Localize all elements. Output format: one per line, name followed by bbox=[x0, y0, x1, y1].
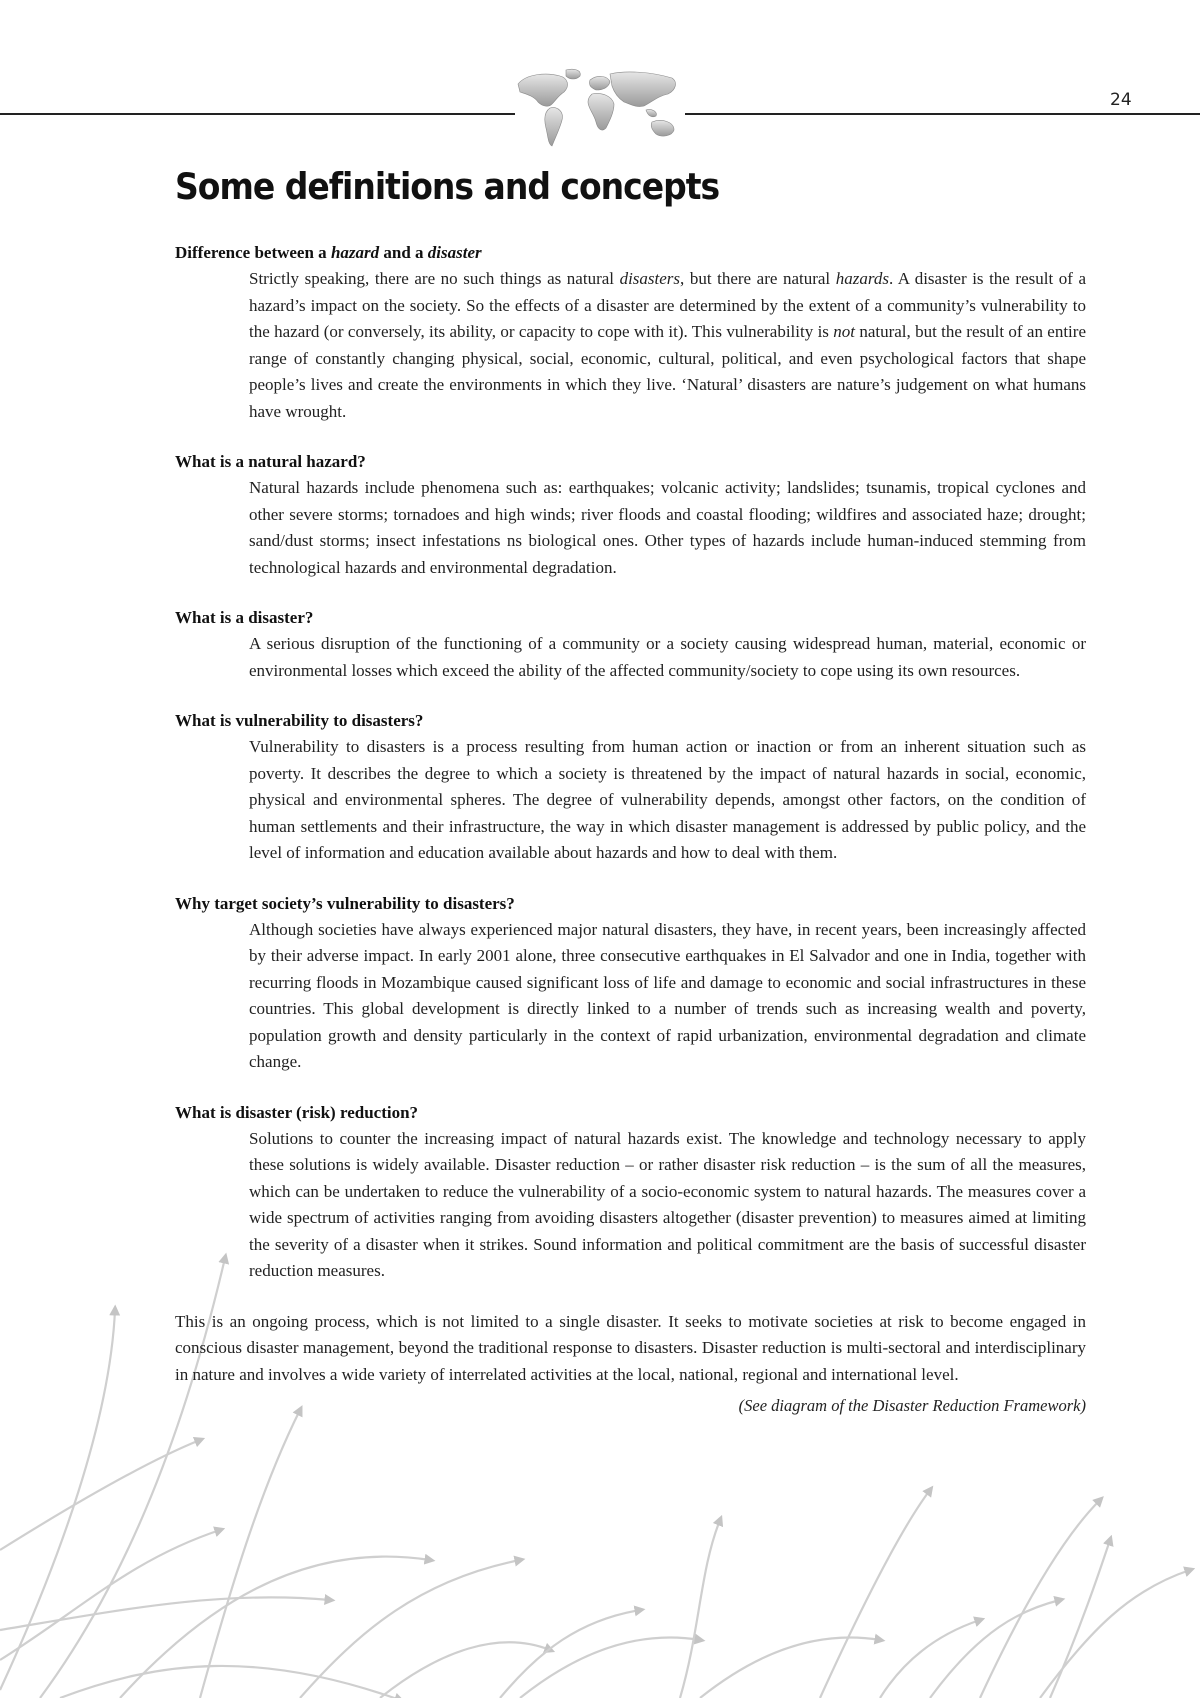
section-target-vulnerability bbox=[175, 891, 1086, 1076]
section-risk-reduction bbox=[175, 1100, 1086, 1285]
diagram-reference-note: (See diagram of the Disaster Reduction Framework) bbox=[738, 1396, 1086, 1415]
section-heading bbox=[175, 240, 1086, 266]
section-heading: What is a natural hazard? bbox=[175, 452, 366, 471]
section-body: Solutions to counter the increasing impact of natural hazards exist. The knowledge and technology necessary to apply these solutions is widely available. Disaster reduction – or rather disaster risk reduction – is the sum of all the measures, which can be undertaken to reduce the vulnerability of a socio-economic system to natural hazards. The measures cover a wide spectrum of activities ranging from avoiding disasters altogether (disaster prevention) to measures aimed at limiting the severity of a disaster when it strikes. Sound information and political commitment are the basis of successful disaster reduction measures. bbox=[249, 1128, 1086, 1280]
heading-emphasis: hazard bbox=[330, 243, 380, 262]
heading-text: Difference between a bbox=[175, 243, 331, 262]
page-number: 24 bbox=[1110, 90, 1132, 110]
body-text: Strictly speaking, there are no such things as natural bbox=[249, 269, 620, 288]
section-body: Natural hazards include phenomena such as: earthquakes; volcanic activity; landslides; tsunamis, tropical cyclones and other severe storms; tornadoes and high winds; river floods and coastal flooding; wildfires and associated haze; drought; sand/dust storms; insect infestations ns biological ones. Other types of hazards include human-induced stemming from technological hazards and environmental degradation. bbox=[249, 478, 1086, 577]
section-body: Vulnerability to disasters is a process resulting from human action or inaction or from an inherent situation such as poverty. It describes the degree to which a society is threatened by the impact of natural hazards in social, economic, physical and environmental spheres. The degree of vulnerability depends, amongst other factors, on the condition of human settlements and their infrastructure, the way in which disaster management is addressed by public policy, and the level of information and education available about hazards and how to deal with them. bbox=[249, 737, 1086, 862]
header-rule-right bbox=[685, 113, 1200, 115]
section-vulnerability bbox=[175, 708, 1086, 867]
section-body: Although societies have always experienced major natural disasters, they have, in recent years, been increasingly affected by their adverse impact. In early 2001 alone, three consecutive earthquakes in El Salvador and one in India, together with recurring floods in Mozambique caused significant loss of life and damage to economic and social infrastructures in these countries. This global development is directly linked to a number of trends such as increasing wealth and poverty, population growth and density particularly in the context of rapid urbanization, environmental degradation and climate change. bbox=[249, 919, 1086, 1071]
section-body bbox=[249, 266, 1086, 425]
heading-text: and a bbox=[379, 243, 428, 262]
body-text: , but there are natural bbox=[680, 269, 836, 288]
world-map-icon bbox=[512, 66, 688, 150]
section-body: A serious disruption of the functioning of a community or a society causing widespread human, material, economic or environmental losses which exceed the ability of the affected community/society to cope using its own resources. bbox=[249, 634, 1086, 680]
body-text: . A disaster is the result of a hazard’s impact on the society. So the effects of a disaster are determined by the extent of a community’s vulnerability to the hazard (or conversely, its ability, or capacity to cope with it). This vulnerability is bbox=[249, 269, 1086, 341]
section-hazard-vs-disaster bbox=[175, 240, 1086, 425]
content-area bbox=[175, 240, 1086, 1416]
body-emphasis: disasters bbox=[619, 269, 681, 288]
closing-paragraph: This is an ongoing process, which is not limited to a single disaster. It seeks to motivate societies at risk to become engaged in conscious disaster management, beyond the traditional response to disasters. Disaster reduction is multi-sectoral and interdisciplinary in nature and involves a wide variety of interrelated activities at the local, national, regional and international level. bbox=[175, 1311, 1086, 1384]
section-natural-hazard bbox=[175, 449, 1086, 581]
body-emphasis: hazards bbox=[835, 269, 889, 288]
section-heading: What is disaster (risk) reduction? bbox=[175, 1102, 419, 1122]
heading-emphasis: disaster bbox=[427, 243, 482, 262]
body-emphasis: not bbox=[833, 322, 855, 341]
section-disaster bbox=[175, 605, 1086, 684]
section-heading: Why target society’s vulnerability to disasters? bbox=[175, 893, 515, 913]
header-rule-left bbox=[0, 113, 515, 115]
section-heading: What is vulnerability to disasters? bbox=[175, 711, 424, 730]
section-heading: What is a disaster? bbox=[175, 608, 314, 627]
body-text: natural, but the result of an entire range of constantly changing physical, social, economic, cultural, political, and even psychological factors that shape people’s lives and create the environments in which they live. ‘Natural’ disasters are nature’s judgement on what humans have wrought. bbox=[249, 322, 1086, 421]
page-title: Some definitions and concepts bbox=[175, 165, 720, 208]
